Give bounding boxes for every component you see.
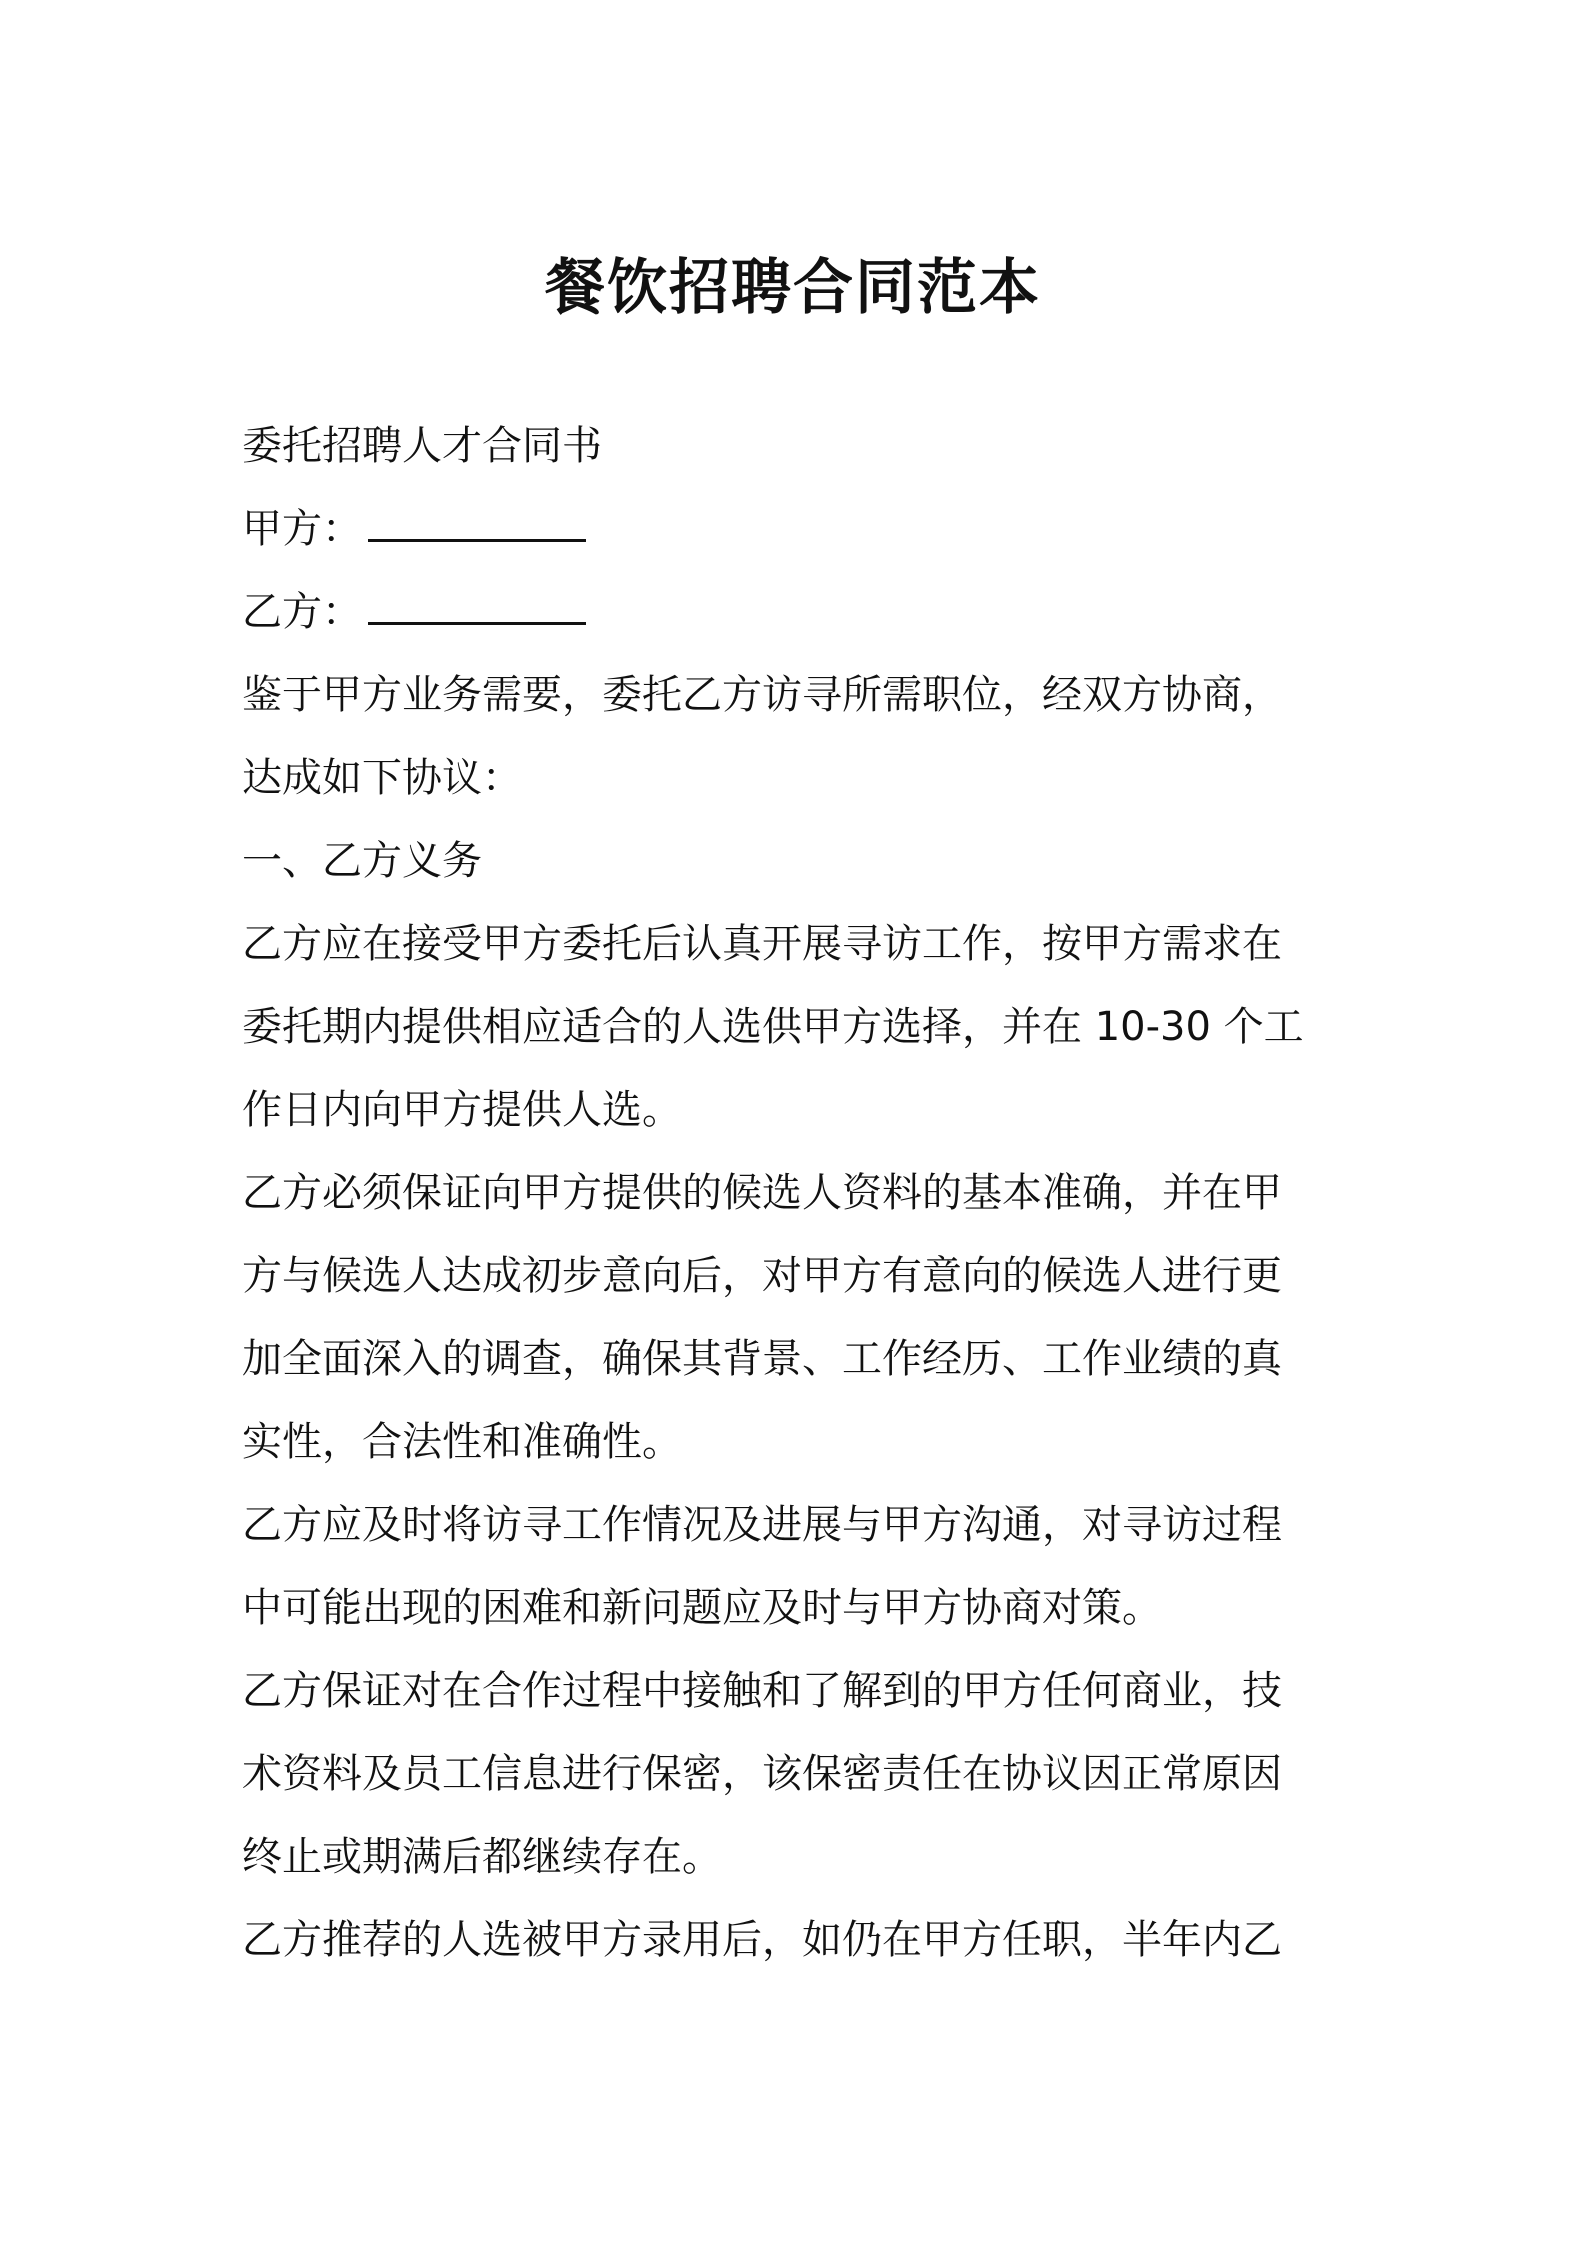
paragraph-line: 乙方应及时将访寻工作情况及进展与甲方沟通，对寻访过程 (242, 1502, 1282, 1548)
paragraph-line: 乙方保证对在合作过程中接触和了解到的甲方任何商业，技 (242, 1668, 1282, 1714)
paragraph-line: 方与候选人达成初步意向后，对甲方有意向的候选人进行更 (242, 1253, 1282, 1299)
contract-subtitle: 委托招聘人才合同书 (242, 423, 602, 469)
paragraph-line: 作日内向甲方提供人选。 (242, 1087, 682, 1133)
paragraph-line: 乙方应在接受甲方委托后认真开展寻访工作，按甲方需求在 (242, 921, 1282, 967)
document-title: 餐饮招聘合同范本 (545, 253, 1041, 323)
party-a-line (242, 488, 1352, 571)
party-b-line (242, 571, 1352, 654)
paragraph-line: 鉴于甲方业务需要，委托乙方访寻所需职位，经双方协商， (242, 672, 1282, 718)
party-b-blank (368, 582, 586, 625)
paragraph-line: 乙方推荐的人选被甲方录用后，如仍在甲方任职，半年内乙 (242, 1917, 1282, 1963)
party-a-label: 甲方： (242, 506, 362, 552)
paragraph-line: 中可能出现的困难和新问题应及时与甲方协商对策。 (242, 1585, 1162, 1631)
paragraph-line: 加全面深入的调查，确保其背景、工作经历、工作业绩的真 (242, 1336, 1282, 1382)
paragraph-line: 术资料及员工信息进行保密，该保密责任在协议因正常原因 (242, 1751, 1282, 1797)
paragraph-line: 乙方必须保证向甲方提供的候选人资料的基本准确，并在甲 (242, 1170, 1282, 1216)
paragraph-line: 达成如下协议： (242, 755, 522, 801)
party-a-blank (368, 499, 586, 542)
party-b-label: 乙方： (242, 589, 362, 635)
paragraph-line: 终止或期满后都继续存在。 (242, 1834, 722, 1880)
document-body (242, 405, 1352, 1982)
paragraph-line: 实性，合法性和准确性。 (242, 1419, 682, 1465)
paragraph-line: 委托期内提供相应适合的人选供甲方选择，并在 10-30 个工 (242, 1004, 1304, 1050)
section-heading: 一、乙方义务 (242, 838, 482, 884)
